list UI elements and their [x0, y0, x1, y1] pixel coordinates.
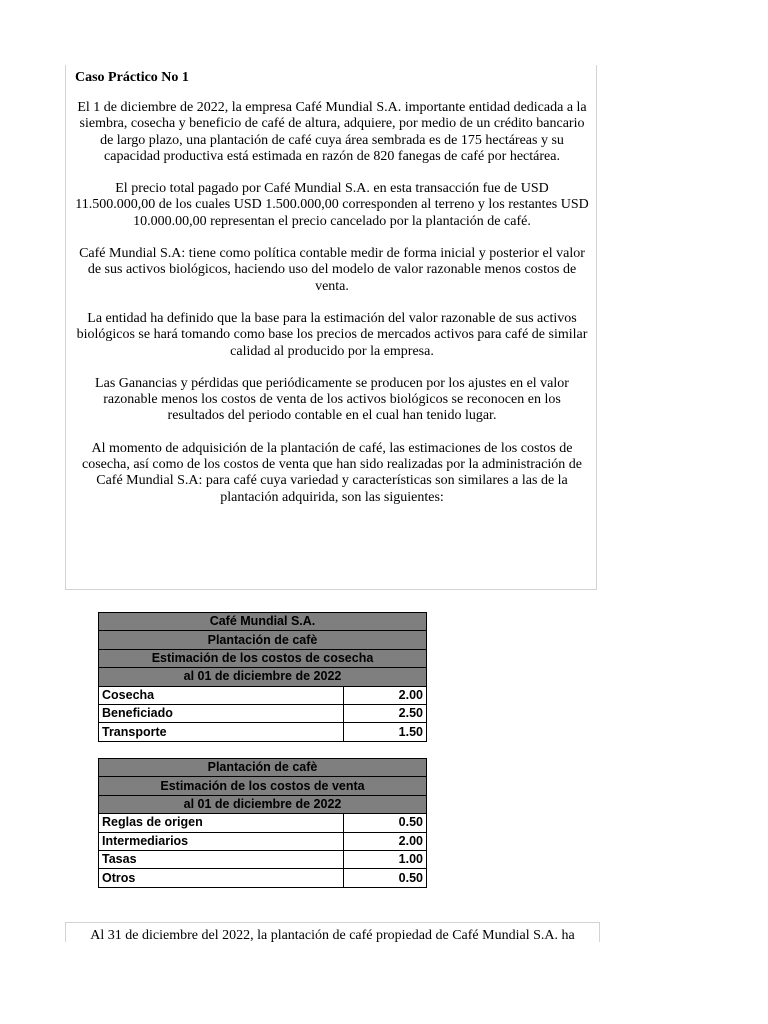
- case-paragraph: Las Ganancias y pérdidas que periódicamente se producen por los ajustes en el valor razonable menos los costos de venta de los activos biológicos se reconocen en los resultados del periodo contable en el cual han tenido lugar.: [95, 375, 569, 424]
- table-row: [99, 832, 427, 850]
- harvest-costs-table: [98, 612, 427, 742]
- case-paragraph: El precio total pagado por Café Mundial S.A. en esta transacción fue de USD 11.500.000,00 de los cuales USD 1.500.000,00 corresponden al terreno y los restantes USD 10.000.00,00 representan el precio cancelado por la plantación de café.: [75, 181, 589, 229]
- table-header: Plantación de cafè: [99, 759, 427, 777]
- row-value: 2.00: [344, 686, 427, 704]
- case-title: Caso Práctico No 1: [75, 70, 189, 85]
- row-label: Beneficiado: [99, 704, 344, 722]
- row-label: Cosecha: [99, 686, 344, 704]
- continuation-text: Al 31 de diciembre del 2022, la plantación de café propiedad de Café Mundial S.A. ha: [90, 928, 575, 943]
- row-value: 0.50: [344, 869, 427, 887]
- sale-costs-table: [98, 758, 427, 888]
- row-value: 0.50: [344, 814, 427, 832]
- row-value: 2.50: [344, 704, 427, 722]
- row-label: Reglas de origen: [99, 814, 344, 832]
- table-row: [99, 704, 427, 722]
- row-label: Tasas: [99, 850, 344, 868]
- table-header: Estimación de los costos de venta: [99, 777, 427, 795]
- row-value: 1.50: [344, 723, 427, 741]
- case-body: [74, 100, 590, 522]
- case-paragraph: Al momento de adquisición de la plantación de café, las estimaciones de los costos de cosecha, así como de los costos de venta que han sido realizadas por la administración de Café Mundial S.A: para café cuya variedad y características son similares a las de la plantación adquirida, son las siguientes:: [82, 440, 582, 505]
- table-row: [99, 850, 427, 868]
- case-text-box: [65, 65, 597, 590]
- table-row: [99, 814, 427, 832]
- case-paragraph: La entidad ha definido que la base para la estimación del valor razonable de sus activos biológicos se hará tomando como base los precios de mercados activos para café de similar calidad al producido por la empresa.: [76, 310, 588, 359]
- table-row: [99, 723, 427, 741]
- row-label: Intermediarios: [99, 832, 344, 850]
- row-value: 1.00: [344, 850, 427, 868]
- row-label: Otros: [99, 869, 344, 887]
- table-header: Café Mundial S.A.: [99, 613, 427, 631]
- table-header: Plantación de cafè: [99, 631, 427, 649]
- continuation-text-box: [65, 922, 600, 942]
- table-header: al 01 de diciembre de 2022: [99, 668, 427, 686]
- table-header: Estimación de los costos de cosecha: [99, 649, 427, 667]
- case-paragraph: El 1 de diciembre de 2022, la empresa Café Mundial S.A. importante entidad dedicada a la siembra, cosecha y beneficio de café de altura, adquiere, por medio de un crédito bancario de largo plazo, una plantación de café cuya área sembrada es de 175 hectáreas y su capacidad productiva está estimada en razón de 820 fanegas de café por hectárea.: [77, 100, 587, 164]
- row-label: Transporte: [99, 723, 344, 741]
- row-value: 2.00: [344, 832, 427, 850]
- table-header: al 01 de diciembre de 2022: [99, 795, 427, 813]
- table-row: [99, 869, 427, 887]
- table-row: [99, 686, 427, 704]
- case-paragraph: Café Mundial S.A: tiene como política contable medir de forma inicial y posterior el valor de sus activos biológicos, haciendo uso del modelo de valor razonable menos costos de venta.: [79, 246, 585, 294]
